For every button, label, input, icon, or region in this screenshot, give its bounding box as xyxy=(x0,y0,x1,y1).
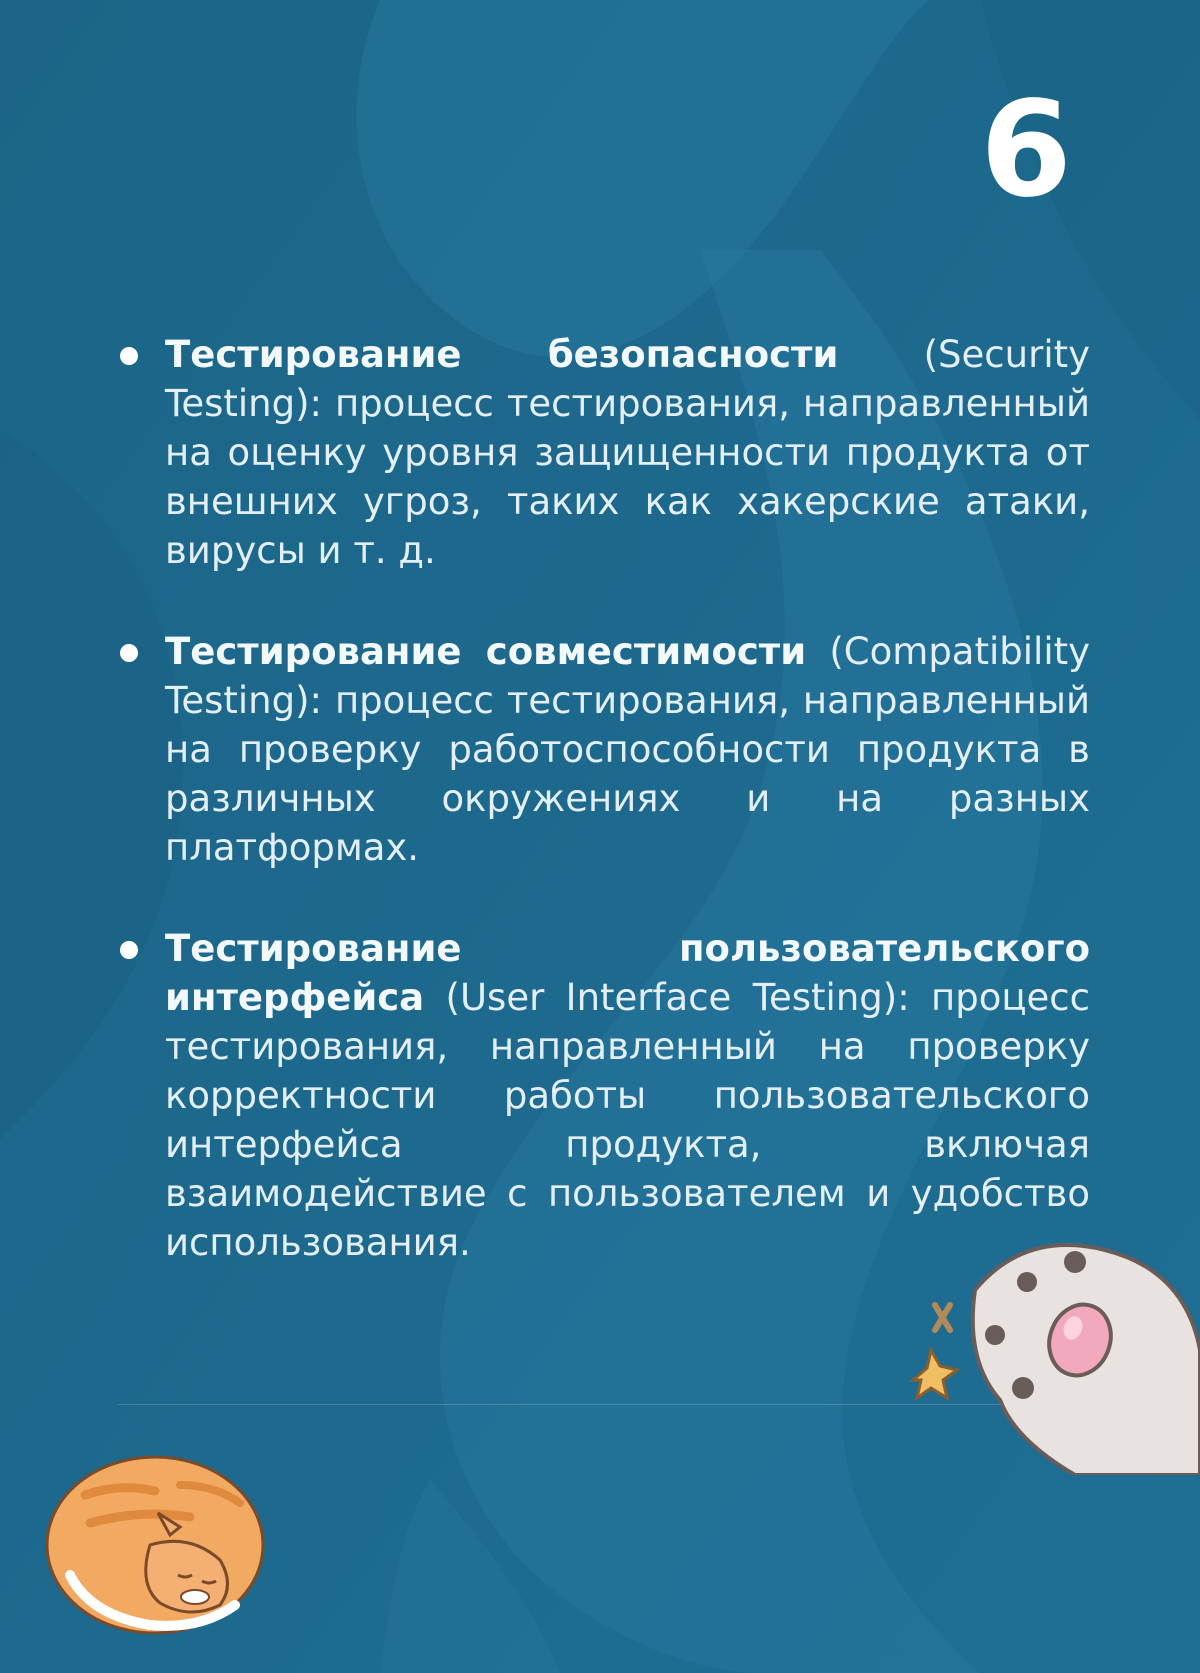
item-english: (Security Testing): xyxy=(165,333,1090,425)
bullet-icon xyxy=(120,347,138,365)
testing-types-list xyxy=(120,330,1090,1319)
item-term: Тестирование безопасности xyxy=(165,333,839,376)
list-item xyxy=(120,627,1090,872)
item-description: процесс тестирования, направленный на проверку работоспособности продукта в различных окружениях и на разных платформах. xyxy=(165,679,1091,869)
sleeping-cat-icon xyxy=(30,1425,280,1640)
cat-paw-icon xyxy=(905,1210,1200,1475)
page-number: 6 xyxy=(980,73,1072,227)
list-item xyxy=(120,330,1090,575)
bullet-icon xyxy=(120,941,138,959)
item-term: Тестирование пользовательского интерфейса xyxy=(165,927,1090,1019)
item-english: (Compatibility Testing): xyxy=(165,630,1091,722)
item-english: (User Interface Testing): xyxy=(445,976,910,1019)
bullet-icon xyxy=(120,644,138,662)
item-description: процесс тестирования, направленный на оценку уровня защищенности продукта от внешних угроз, таких как хакерские атаки, вирусы и т. д. xyxy=(165,382,1091,572)
item-description: процесс тестирования, направленный на проверку корректности работы пользовательского интерфейса продукта, включая взаимодействие с пользователем и удобство использования. xyxy=(165,976,1090,1264)
item-term: Тестирование совместимости xyxy=(165,630,807,673)
